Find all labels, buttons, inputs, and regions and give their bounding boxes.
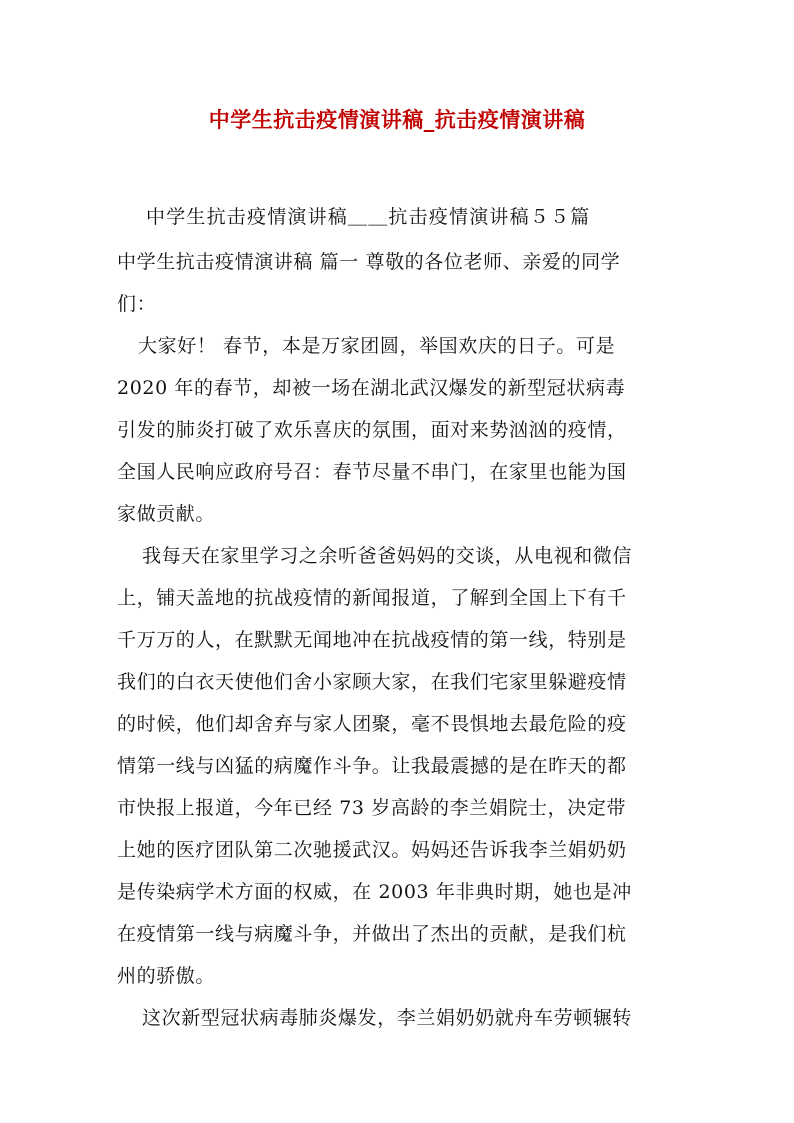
paragraph-line: 是传染病学术方面的权威，在 2003 年非典时期，她也是冲 [117, 881, 632, 903]
paragraph-line: 全国人民响应政府号召：春节尽量不串门，在家里也能为国 [117, 461, 627, 483]
paragraph-line: 2020 年的春节，却被一场在湖北武汉爆发的新型冠状病毒 [117, 377, 626, 399]
paragraph-line: 我每天在家里学习之余听爸爸妈妈的交谈，从电视和微信 [142, 545, 633, 567]
paragraph-line: 州的骄傲。 [117, 965, 216, 987]
paragraph-line: 这次新型冠状病毒肺炎爆发，李兰娟奶奶就舟车劳顿辗转 [142, 1007, 633, 1029]
paragraph-line: 引发的肺炎打破了欢乐喜庆的氛围，面对来势汹汹的疫情， [117, 419, 627, 441]
paragraph-line: 们： [117, 293, 157, 315]
paragraph-line: 大家好！ 春节，本是万家团圆，举国欢庆的日子。可是 [138, 335, 616, 357]
paragraph-line: 中学生抗击疫情演讲稿 篇一 尊敬的各位老师、亲爱的同学 [117, 251, 621, 273]
paragraph-line: 家做贡献。 [117, 503, 216, 525]
paragraph-line: 情第一线与凶猛的病魔作斗争。让我最震撼的是在昨天的都 [117, 755, 627, 777]
document-title: 中学生抗击疫情演讲稿_抗击疫情演讲稿 [208, 107, 586, 132]
paragraph-line: 的时候，他们却舍弃与家人团聚，毫不畏惧地去最危险的疫 [117, 713, 627, 735]
paragraph-line: 我们的白衣天使他们舍小家顾大家，在我们宅家里躲避疫情 [117, 671, 627, 693]
paragraph-line: 上她的医疗团队第二次驰援武汉。妈妈还告诉我李兰娟奶奶 [117, 839, 627, 861]
paragraph-line: 千万万的人，在默默无闻地冲在抗战疫情的第一线，特别是 [117, 629, 627, 651]
paragraph-line: 市快报上报道，今年已经 73 岁高龄的李兰娟院士，决定带 [117, 797, 627, 819]
paragraph-line: 在疫情第一线与病魔斗争，并做出了杰出的贡献，是我们杭 [117, 923, 627, 945]
paragraph-line: 上，铺天盖地的抗战疫情的新闻报道，了解到全国上下有千 [117, 587, 627, 609]
paragraph-line: 中学生抗击疫情演讲稿＿＿抗击疫情演讲稿５５篇 [146, 206, 591, 228]
